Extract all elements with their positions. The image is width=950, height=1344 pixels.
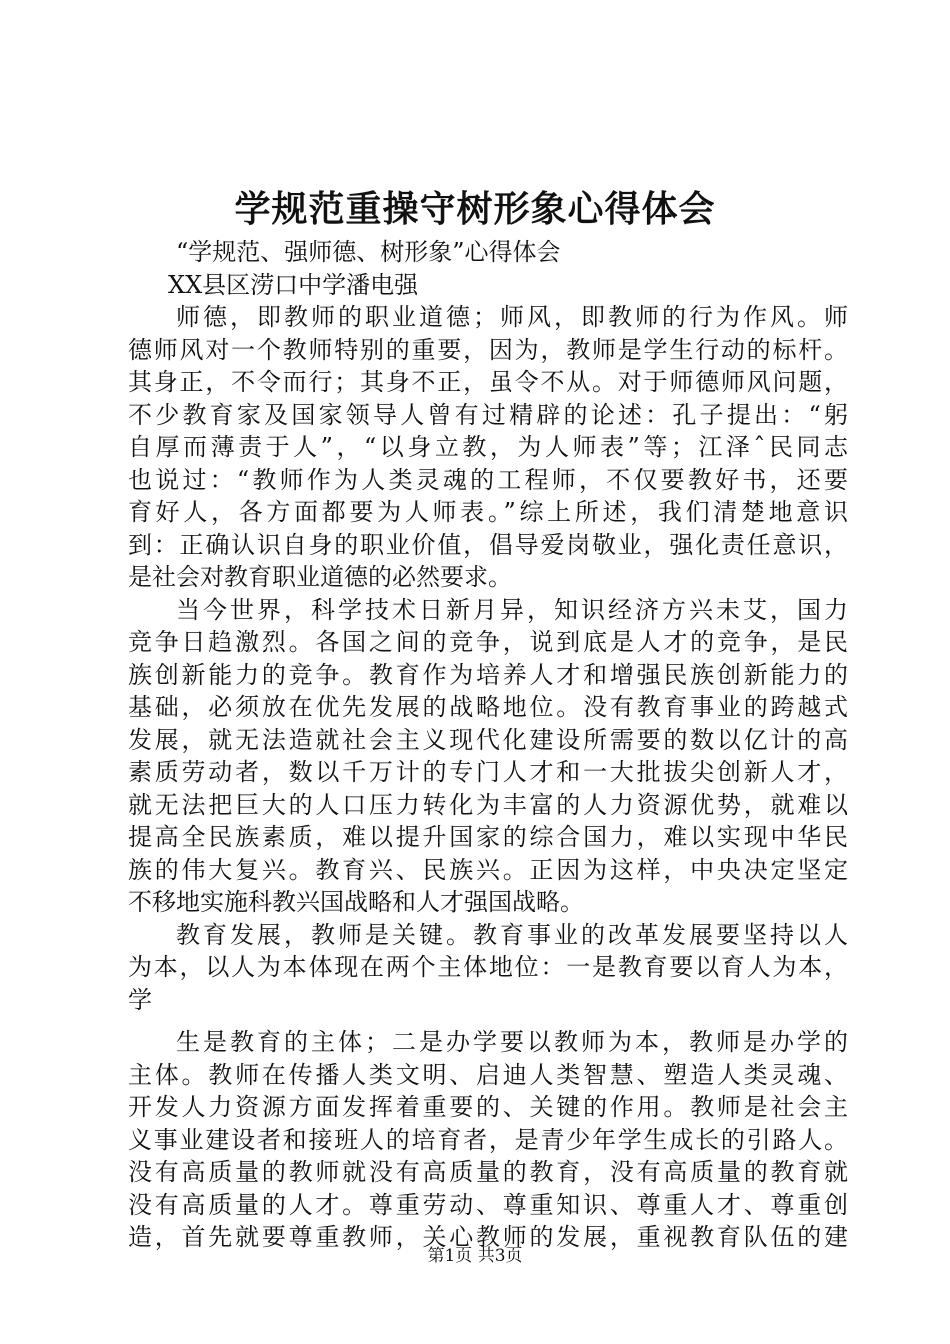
paragraph-line: 生是教育的主体；二是办学要以教师为本，教师是办学的 — [176, 1028, 848, 1056]
paragraph-line: 义事业建设者和接班人的培育者，是青少年学生成长的引路人。 — [128, 1125, 848, 1154]
page-footer: 第1页 共3页 — [427, 1246, 523, 1266]
paragraph-line: 提高全民族素质，难以提升国家的综合国力，难以实现中华民 — [128, 823, 848, 851]
paragraph-line: 教育发展，教师是关键。教育事业的改革发展要坚持以人 — [176, 920, 848, 949]
paragraph-line: 育好人，各方面都要为人师表。”综上所述，我们清楚地意识 — [128, 498, 848, 526]
paragraph-line: 就无法把巨大的人口压力转化为丰富的人力资源优势，就难以 — [128, 790, 848, 819]
paragraph-line: 没有高质量的人才。尊重劳动、尊重知识、尊重人才、尊重创 — [128, 1190, 848, 1219]
document-body — [128, 236, 848, 1254]
paragraph-line: 是社会对教育职业道德的必然要求。 — [128, 563, 512, 591]
paragraph-line: 学 — [128, 985, 152, 1014]
paragraph-line: 不移地实施科教兴国战略和人才强国战略。 — [128, 888, 584, 916]
paragraph-line: 竞争日趋激烈。各国之间的竞争，说到底是人才的竞争，是民 — [128, 628, 848, 656]
paragraph-gap — [128, 1016, 848, 1026]
paragraph-line: 到：正确认识自身的职业价值，倡导爱岗敬业，强化责任意识， — [128, 530, 848, 559]
subtitle-line: “学规范、强师德、树形象”心得体会 — [176, 238, 561, 266]
paragraph-line: 其身正，不令而行；其身不正，虽令不从。对于师德师风问题， — [128, 368, 848, 396]
paragraph-line: 造，首先就要尊重教师，关心教师的发展，重视教育队伍的建 — [128, 1223, 848, 1251]
paragraph-line: 当今世界，科学技术日新月异，知识经济方兴未艾，国力 — [176, 595, 848, 624]
paragraph-line: 主体。教师在传播人类文明、启迪人类智慧、塑造人类灵魂、 — [128, 1060, 848, 1089]
paragraph-line: 德师风对一个教师特别的重要，因为，教师是学生行动的标杆。 — [128, 335, 848, 364]
author-line: XX县区涝口中学潘电强 — [168, 270, 419, 299]
paragraph-line: 不少教育家及国家领导人曾有过精辟的论述：孔子提出：“躬 — [128, 400, 848, 429]
paragraph-line: 族创新能力的竞争。教育作为培养人才和增强民族创新能力的 — [128, 660, 848, 689]
paragraph-line: 自厚而薄责于人”，“以身立教，为人师表”等；江泽ˆ民同志 — [128, 433, 848, 461]
document-title: 学规范重操守树形象心得体会 — [234, 188, 716, 230]
paragraph-line: 基础，必须放在优先发展的战略地位。没有教育事业的跨越式 — [128, 693, 848, 721]
paragraph-line: 为本，以人为本体现在两个主体地位：一是教育要以育人为本， — [128, 953, 848, 981]
paragraph-line: 素质劳动者，数以千万计的专门人才和一大批拔尖创新人才， — [128, 758, 848, 786]
paragraph-line: 发展，就无法造就社会主义现代化建设所需要的数以亿计的高 — [128, 725, 848, 754]
paragraph-line: 也说过：“教师作为人类灵魂的工程师，不仅要教好书，还要 — [128, 465, 848, 494]
paragraph-line: 族的伟大复兴。教育兴、民族兴。正因为这样，中央决定坚定 — [128, 855, 848, 884]
paragraph-line: 没有高质量的教师就没有高质量的教育，没有高质量的教育就 — [128, 1158, 848, 1186]
paragraph-line: 开发人力资源方面发挥着重要的、关键的作用。教师是社会主 — [128, 1093, 848, 1121]
paragraph-line: 师德，即教师的职业道德；师风，即教师的行为作风。师 — [176, 303, 848, 331]
